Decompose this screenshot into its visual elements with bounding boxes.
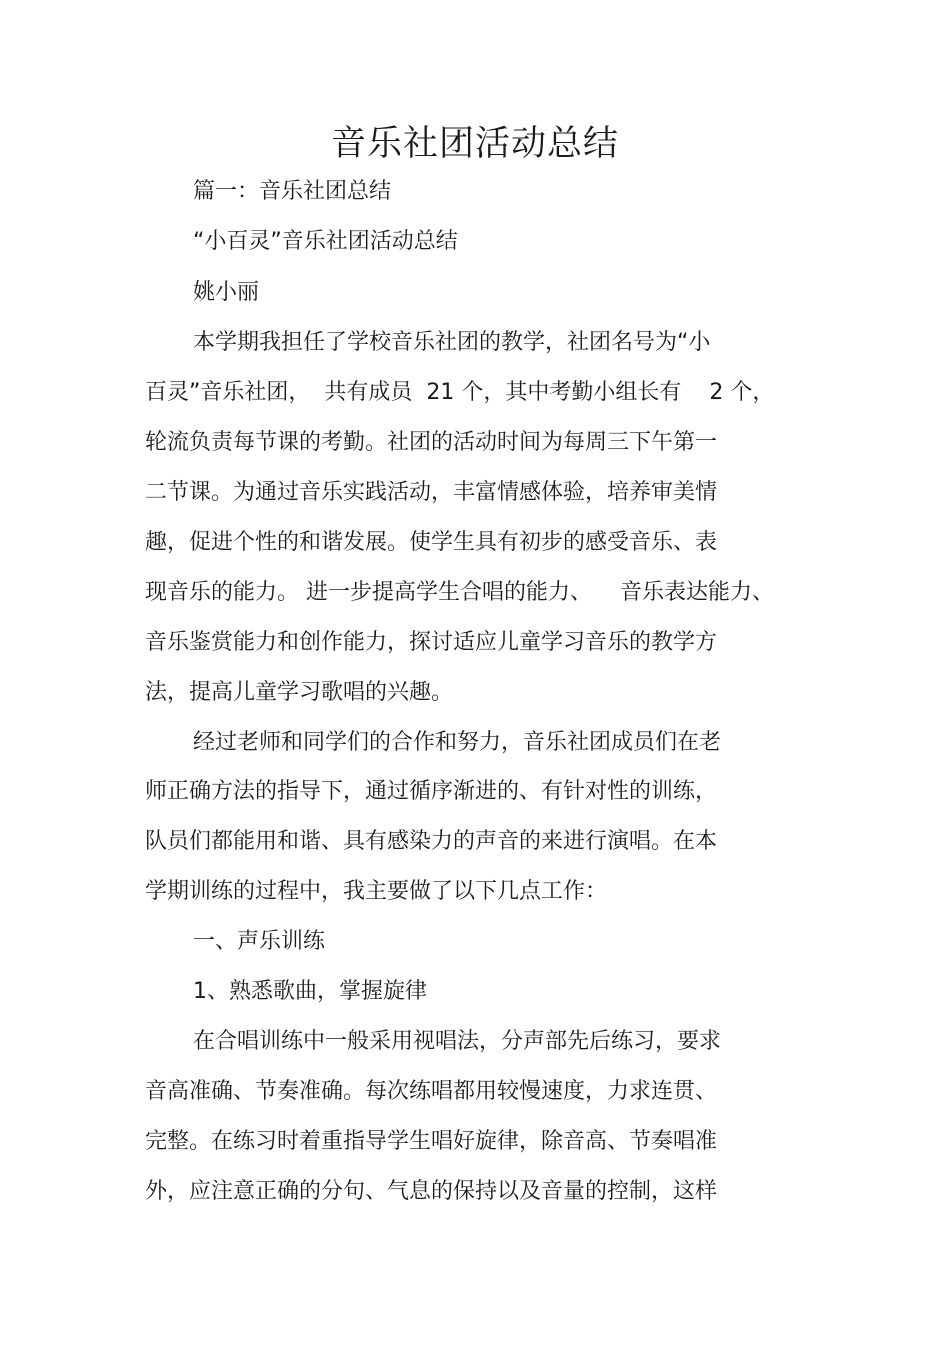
paragraph-line: 外，应注意正确的分句、气息的保持以及音量的控制，这样 — [145, 1179, 718, 1204]
article-title: “小百灵”音乐社团活动总结 — [193, 229, 458, 254]
paragraph-line: 法，提高儿童学习歌唱的兴趣。 — [145, 680, 454, 705]
subsection-heading: 一、声乐训练 — [193, 929, 326, 954]
paragraph-line: 学期训练的过程中，我主要做了以下几点工作： — [145, 879, 608, 904]
paragraph-line: 完整。在练习时着重指导学生唱好旋律，除音高、节奏唱准 — [145, 1129, 718, 1154]
author-name: 姚小丽 — [193, 280, 260, 305]
paragraph-line: 经过老师和同学们的合作和努力，音乐社团成员们在老 — [193, 730, 722, 755]
paragraph-line: 师正确方法的指导下，通过循序渐进的、有针对性的训练， — [145, 779, 718, 804]
paragraph-line: 音乐鉴赏能力和创作能力，探讨适应儿童学习音乐的教学方 — [145, 630, 718, 655]
document-title: 音乐社团活动总结 — [330, 124, 619, 164]
paragraph-line: 趣，促进个性的和谐发展。使学生具有初步的感受音乐、表 — [145, 530, 718, 555]
paragraph-line: 百灵”音乐社团， 共有成员 21 个，其中考勤小组长有 2 个， — [145, 380, 775, 405]
paragraph-line: 在合唱训练中一般采用视唱法，分声部先后练习，要求 — [193, 1029, 722, 1054]
section-heading: 篇一：音乐社团总结 — [193, 179, 392, 204]
paragraph-line: 队员们都能用和谐、具有感染力的声音的来进行演唱。在本 — [145, 829, 718, 854]
subsection-heading: 1、熟悉歌曲，掌握旋律 — [193, 979, 427, 1004]
paragraph-line: 二节课。为通过音乐实践活动，丰富情感体验，培养审美情 — [145, 480, 718, 505]
paragraph-line: 本学期我担任了学校音乐社团的教学，社团名号为“小 — [193, 330, 711, 355]
paragraph-line: 轮流负责每节课的考勤。社团的活动时间为每周三下午第一 — [145, 430, 718, 455]
paragraph-line: 现音乐的能力。 进一步提高学生合唱的能力、 音乐表达能力、 — [145, 580, 774, 605]
paragraph-line: 音高准确、节奏准确。每次练唱都用较慢速度，力求连贯、 — [145, 1079, 718, 1104]
